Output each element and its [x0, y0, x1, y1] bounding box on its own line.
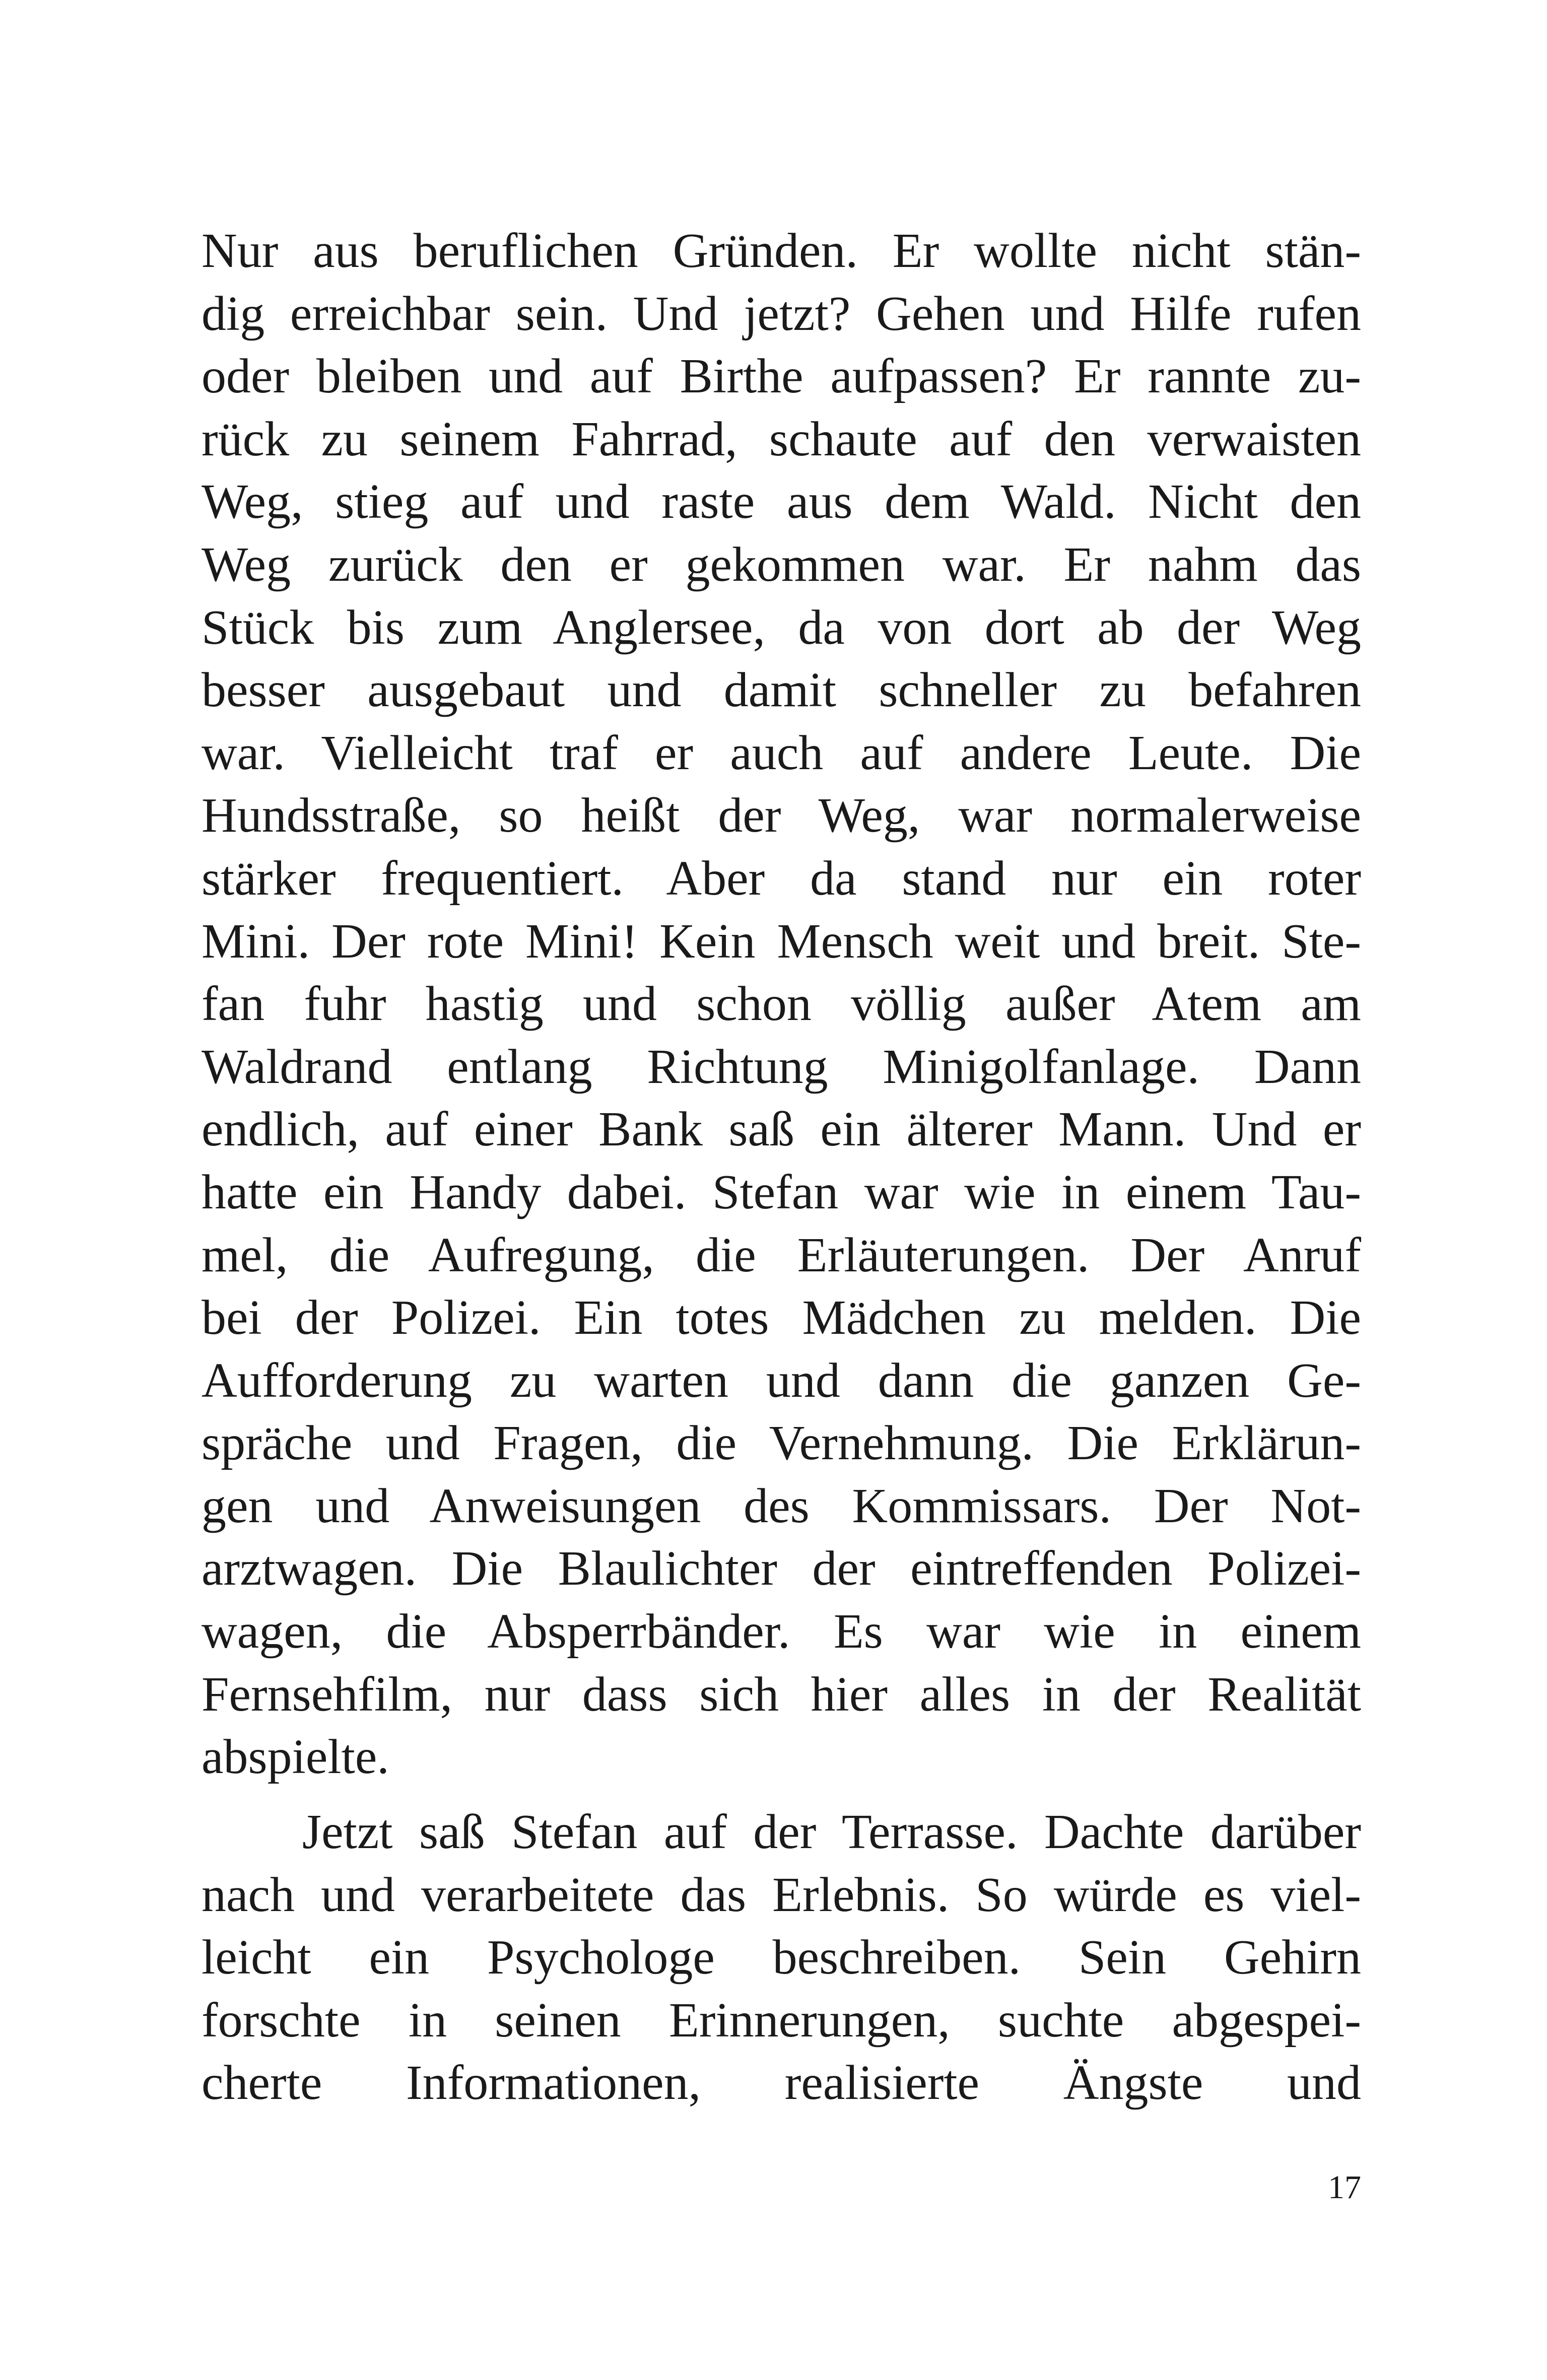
text-line: cherte Informationen, realisierte Ängste und: [201, 2056, 1361, 2111]
text-line: rück zu seinem Fahrrad, schaute auf den verwaisten: [201, 412, 1361, 466]
text-line: spräche und Fragen, die Vernehmung. Die Erklärun-: [201, 1416, 1361, 1471]
text-line: Jetzt saß Stefan auf der Terrasse. Dachte darüber: [302, 1805, 1361, 1859]
text-line: Waldrand entlang Richtung Minigolfanlage. Dann: [201, 1039, 1361, 1094]
text-line: hatte ein Handy dabei. Stefan war wie in einem Tau-: [201, 1165, 1361, 1219]
text-line: stärker frequentiert. Aber da stand nur ein roter: [201, 851, 1361, 906]
text-line: Weg zurück den er gekommen war. Er nahm das: [201, 537, 1361, 592]
text-line: fan fuhr hastig und schon völlig außer Atem am: [201, 977, 1361, 1032]
text-line: leicht ein Psychologe beschreiben. Sein Gehirn: [201, 1930, 1361, 1985]
text-line: dig erreichbar sein. Und jetzt? Gehen und Hilfe rufen: [201, 286, 1361, 341]
text-line: Stück bis zum Anglersee, da von dort ab der Weg: [201, 600, 1361, 655]
text-line: Aufforderung zu warten und dann die ganzen Ge-: [201, 1353, 1361, 1408]
text-line: nach und verarbeitete das Erlebnis. So würde es viel-: [201, 1867, 1361, 1922]
text-line: Mini. Der rote Mini! Kein Mensch weit und breit. Ste-: [201, 914, 1361, 969]
text-line: arztwagen. Die Blaulichter der eintreffenden Polizei-: [201, 1541, 1361, 1596]
paragraph-1: [201, 220, 1361, 1789]
text-line: bei der Polizei. Ein totes Mädchen zu melden. Die: [201, 1290, 1361, 1345]
page-number: 17: [1328, 2169, 1361, 2206]
text-line: wagen, die Absperrbänder. Es war wie in einem: [201, 1604, 1361, 1659]
text-line: Fernsehfilm, nur dass sich hier alles in der Realität: [201, 1667, 1361, 1722]
text-line: Hundsstraße, so heißt der Weg, war normalerweise: [201, 788, 1361, 843]
paragraph-2: [201, 1801, 1361, 2115]
text-line: Nur aus beruflichen Gründen. Er wollte nicht stän-: [201, 224, 1361, 278]
text-line: gen und Anweisungen des Kommissars. Der Not-: [201, 1478, 1361, 1533]
text-line: endlich, auf einer Bank saß ein älterer Mann. Und er: [201, 1102, 1361, 1157]
text-line: besser ausgebaut und damit schneller zu befahren: [201, 663, 1361, 718]
text-line: abspielte.: [201, 1730, 389, 1785]
text-line: mel, die Aufregung, die Erläuterungen. Der Anruf: [201, 1228, 1361, 1282]
text-line: war. Vielleicht traf er auch auf andere Leute. Die: [201, 725, 1361, 780]
text-line: Weg, stieg auf und raste aus dem Wald. Nicht den: [201, 474, 1361, 529]
text-line: forschte in seinen Erinnerungen, suchte abgespei-: [201, 1993, 1361, 2048]
text-line: oder bleiben und auf Birthe aufpassen? Er rannte zu-: [201, 349, 1361, 404]
